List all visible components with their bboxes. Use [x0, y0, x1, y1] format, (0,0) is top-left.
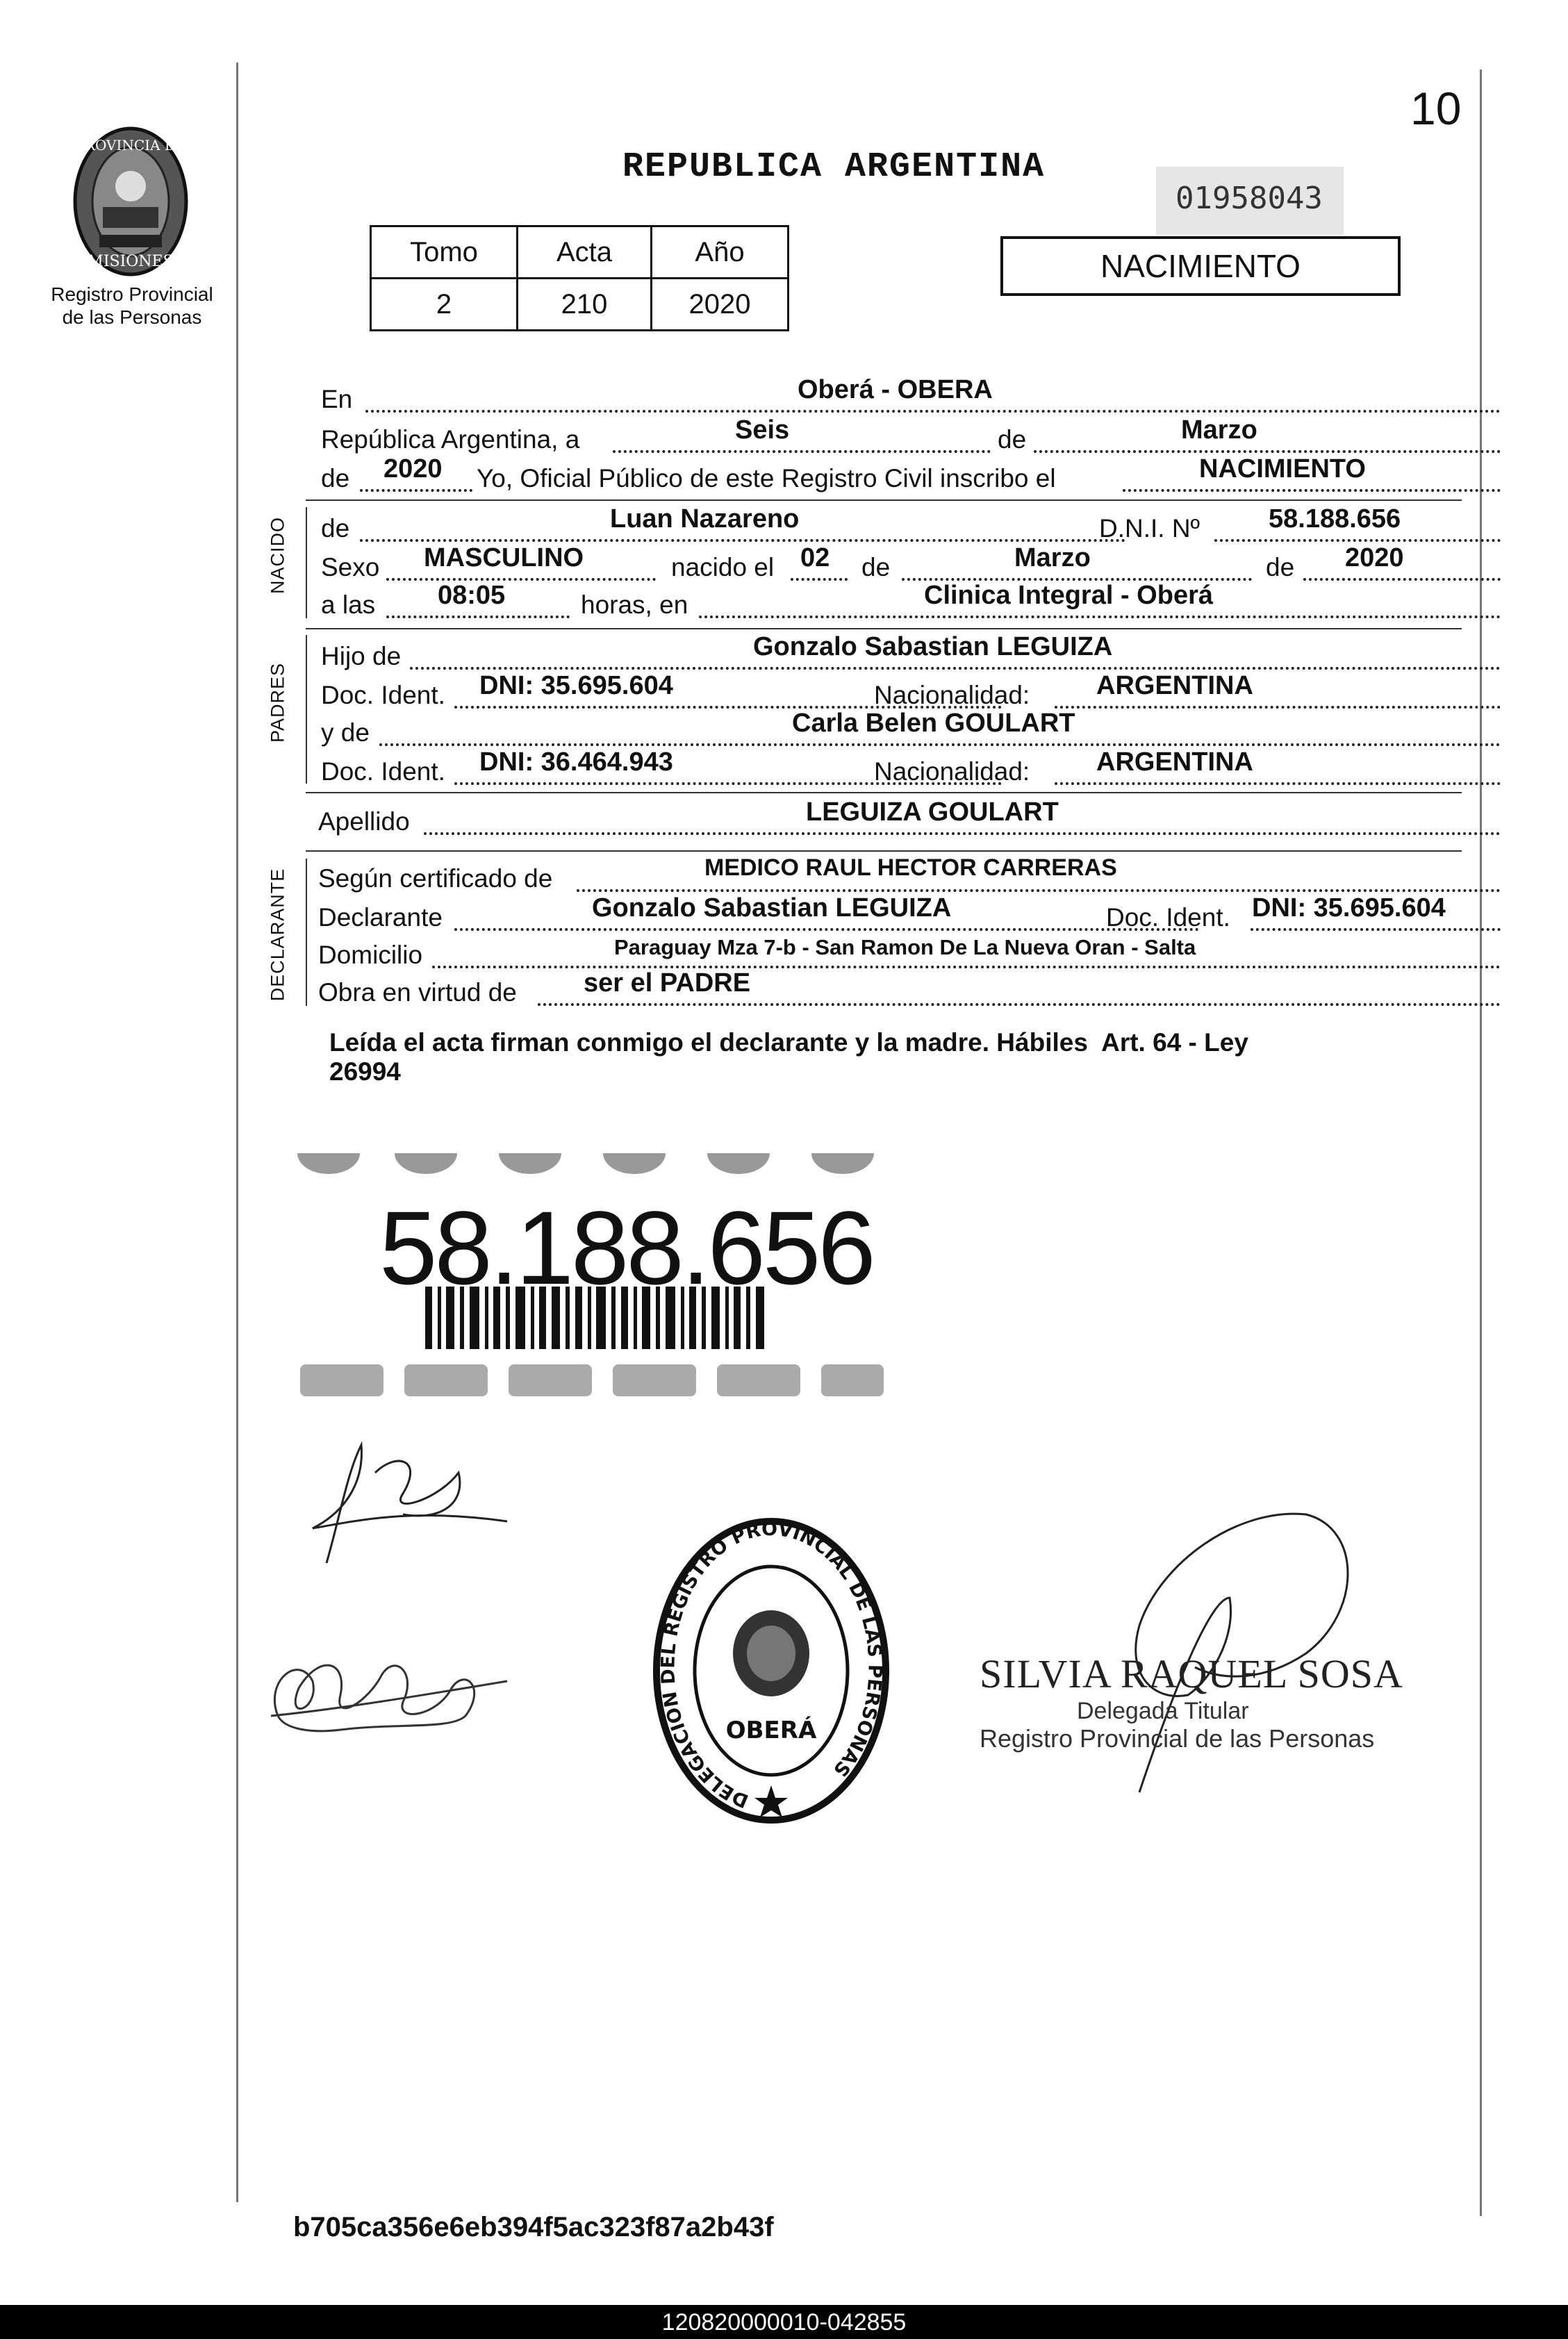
value-dni-nacido: 58.188.656 — [1269, 504, 1401, 534]
value-acto: NACIMIENTO — [1199, 454, 1366, 483]
value-padre-nac: ARGENTINA — [1096, 671, 1253, 700]
value-madre-nac: ARGENTINA — [1096, 747, 1253, 777]
label-en: En — [321, 385, 353, 413]
value-dia-nac: 02 — [800, 543, 830, 572]
row-en — [318, 375, 1458, 418]
side-label-nacido: NACIDO — [267, 517, 288, 595]
official-signature — [1084, 1501, 1376, 1799]
dots — [1251, 928, 1501, 931]
value-padre: Gonzalo Sabastian LEGUIZA — [753, 632, 1113, 661]
label-horas-en: horas, en — [581, 590, 688, 619]
label-hijo-de: Hijo de — [321, 642, 402, 670]
value-mes-nac: Marzo — [1014, 543, 1091, 572]
dots — [386, 578, 656, 581]
label-nacionalidad: Nacionalidad: — [874, 681, 1030, 709]
dots — [360, 539, 1125, 542]
label-dni: D.N.I. Nº — [1099, 514, 1200, 543]
label-declarante: Declarante — [318, 903, 443, 932]
dots — [1123, 489, 1501, 492]
record-value-tomo: 2 — [371, 279, 518, 331]
side-label-declarante: DECLARANTE — [267, 868, 288, 1002]
value-sexo: MASCULINO — [424, 543, 584, 572]
dots — [454, 928, 1199, 931]
value-certificado: MEDICO RAUL HECTOR CARRERAS — [704, 854, 1117, 881]
value-madre-dni: DNI: 36.464.943 — [479, 747, 673, 777]
dots — [791, 578, 848, 581]
label-de: de — [861, 553, 891, 581]
footer-bar — [0, 2305, 1568, 2339]
document-hash: b705ca356e6eb394f5ac323f87a2b43f — [293, 2212, 774, 2242]
record-value-acta: 210 — [518, 279, 652, 331]
record-header-tomo: Tomo — [371, 226, 518, 279]
svg-text:DELEGACION DEL REGISTRO PROVIN: DELEGACION DEL REGISTRO PROVINCIAL DE LAS PERSONAS — [657, 1518, 886, 1812]
dots — [365, 410, 1501, 413]
dots — [577, 889, 1501, 892]
dni-sticker — [295, 1148, 906, 1405]
nacido-bracket — [306, 507, 307, 618]
label-doc-ident: Doc. Ident. — [321, 681, 445, 709]
value-hora: 08:05 — [438, 581, 506, 610]
padres-bracket — [306, 635, 307, 784]
svg-text:OBERÁ: OBERÁ — [725, 1717, 817, 1744]
label-apellido: Apellido — [318, 807, 410, 836]
madre-signature — [257, 1612, 521, 1751]
value-obra: ser el PADRE — [584, 968, 751, 998]
label-a-las: a las — [321, 590, 376, 619]
value-nombre: Luan Nazareno — [610, 504, 800, 534]
record-table — [370, 225, 789, 331]
value-lugar: Oberá - OBERA — [798, 375, 993, 404]
label-obra-en-virtud: Obra en virtud de — [318, 978, 517, 1007]
dots — [386, 615, 570, 618]
dots — [360, 489, 472, 492]
label-de: de — [321, 514, 350, 543]
value-dia-letras: Seis — [735, 415, 790, 445]
section-rule — [306, 850, 1462, 852]
sticker-number: 58.188.656 — [379, 1189, 873, 1306]
dots — [379, 743, 1501, 746]
value-declarante: Gonzalo Sabastian LEGUIZA — [592, 893, 952, 923]
value-apellido: LEGUIZA GOULART — [806, 797, 1059, 827]
footer-code: 120820000010-042855 — [661, 2309, 907, 2336]
value-anio-nac: 2020 — [1345, 543, 1404, 572]
dots — [1055, 782, 1501, 785]
record-table-header-row — [371, 226, 789, 279]
dots — [1214, 539, 1501, 542]
value-mes: Marzo — [1181, 415, 1257, 445]
label-de: de — [1266, 553, 1295, 581]
label-sexo: Sexo — [321, 553, 380, 581]
country-heading: REPUBLICA ARGENTINA — [622, 147, 1046, 187]
section-rule — [306, 792, 1462, 793]
label-doc-ident: Doc. Ident. — [321, 757, 445, 786]
document-type-box — [1000, 236, 1401, 296]
svg-text:PROVINCIA DE: PROVINCIA DE — [75, 137, 186, 154]
side-label-padres: PADRES — [267, 662, 288, 743]
logo-caption-line-1: Registro Provincial — [51, 283, 213, 305]
label-republica: República Argentina, a — [321, 425, 580, 454]
dots — [1055, 706, 1501, 709]
record-value-anio: 2020 — [652, 279, 789, 331]
signatory-org: Registro Provincial de las Personas — [980, 1724, 1375, 1753]
record-table-value-row — [371, 279, 789, 331]
dots — [699, 615, 1501, 618]
declarante-signature — [299, 1431, 535, 1570]
serial-stamp — [1156, 167, 1344, 235]
document-type-label: NACIMIENTO — [1100, 248, 1301, 284]
provincial-registry-logo — [61, 124, 200, 283]
dots — [1303, 578, 1501, 581]
label-domicilio: Domicilio — [318, 941, 423, 969]
label-segun-certificado: Según certificado de — [318, 864, 553, 893]
closing-text-line-1: Leída el acta firman conmigo el declarante y la madre. Hábiles Art. 64 - Ley — [329, 1028, 1248, 1057]
label-nacionalidad: Nacionalidad: — [874, 757, 1030, 786]
official-seal — [653, 1514, 889, 1827]
label-doc-ident: Doc. Ident. — [1106, 903, 1230, 932]
left-margin-line — [236, 63, 238, 2202]
value-lugar-nac: Clinica Integral - Oberá — [924, 581, 1213, 610]
value-padre-dni: DNI: 35.695.604 — [479, 671, 673, 700]
serial-number: 01958043 — [1175, 181, 1323, 216]
signatory-name: SILVIA RAQUEL SOSA — [980, 1651, 1403, 1696]
declarante-bracket — [306, 859, 307, 1006]
right-margin-line — [1480, 69, 1482, 2216]
value-declarante-dni: DNI: 35.695.604 — [1252, 893, 1446, 923]
closing-text-line-2: 26994 — [329, 1057, 401, 1086]
signatory-title: Delegada Titular — [1077, 1698, 1249, 1724]
section-rule — [306, 628, 1462, 629]
label-inscribo: Yo, Oficial Público de este Registro Civil inscribo el — [477, 464, 1056, 493]
label-de: de — [321, 464, 350, 493]
value-domicilio: Paraguay Mza 7-b - San Ramon De La Nueva Oran - Salta — [614, 935, 1196, 959]
dots — [410, 667, 1501, 670]
value-madre: Carla Belen GOULART — [792, 709, 1075, 738]
logo-caption-line-2: de las Personas — [62, 306, 202, 328]
dots — [1034, 450, 1501, 453]
record-header-anio: Año — [652, 226, 789, 279]
page-number: 10 — [1410, 83, 1462, 134]
record-header-acta: Acta — [518, 226, 652, 279]
svg-text:MISIONES: MISIONES — [88, 253, 174, 270]
dots — [613, 450, 991, 453]
dots — [424, 832, 1501, 835]
value-anio: 2020 — [383, 454, 443, 483]
label-y-de: y de — [321, 718, 370, 747]
section-rule — [306, 499, 1462, 501]
dots — [538, 1003, 1501, 1006]
label-de: de — [998, 425, 1027, 454]
label-nacido-el: nacido el — [671, 553, 775, 581]
